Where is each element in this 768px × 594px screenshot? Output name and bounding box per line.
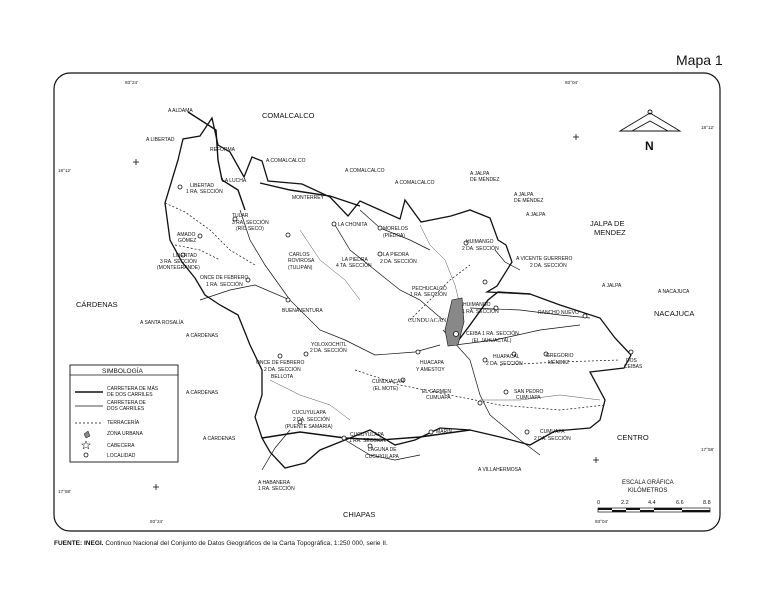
svg-text:A JALPA: A JALPA (470, 171, 490, 177)
svg-text:CUMUAPA: CUMUAPA (426, 395, 451, 401)
scale-unit: KILÓMETROS (628, 488, 668, 494)
svg-text:Y AMESTOY: Y AMESTOY (416, 367, 445, 373)
svg-text:BUENAVENTURA: BUENAVENTURA (282, 308, 323, 314)
svg-text:DE MÉNDEZ: DE MÉNDEZ (470, 177, 500, 183)
svg-text:A JALPA: A JALPA (514, 192, 534, 198)
svg-text:CUCUYULAPA: CUCUYULAPA (350, 432, 384, 438)
coord-bottom-left: 93°24' (150, 519, 163, 524)
svg-text:8.8: 8.8 (703, 500, 711, 506)
svg-text:2 DA. SECCIÓN: 2 DA. SECCIÓN (380, 259, 417, 265)
svg-text:(PUENTE SAMARIA): (PUENTE SAMARIA) (285, 424, 333, 430)
svg-text:2 DA. SECCIÓN: 2 DA. SECCIÓN (310, 348, 347, 354)
svg-text:1 RA. SECCIÓN: 1 RA. SECCIÓN (206, 282, 243, 288)
legend-title: SIMBOLOGÍA (102, 368, 143, 375)
svg-text:MÉNDEZ: MÉNDEZ (548, 360, 570, 366)
svg-text:1 RA. SECCIÓN: 1 RA. SECCIÓN (462, 309, 499, 315)
source-prefix: FUENTE: (54, 540, 83, 547)
svg-text:RANCHO NUEVO: RANCHO NUEVO (538, 310, 579, 316)
legend-item-urban: ZONA URBANA (107, 431, 143, 437)
neighbor-south: CHIAPAS (343, 510, 376, 519)
svg-text:A COMALCALCO: A COMALCALCO (395, 180, 435, 186)
svg-text:A JALPA: A JALPA (602, 283, 622, 289)
svg-text:A JALPA: A JALPA (526, 212, 546, 218)
svg-text:LA LUCHA: LA LUCHA (222, 178, 247, 184)
svg-text:A SANTA ROSALÍA: A SANTA ROSALÍA (140, 320, 184, 326)
source-org: INEGI. (83, 540, 104, 547)
svg-text:0: 0 (597, 500, 601, 506)
svg-text:A LIBERTAD: A LIBERTAD (146, 137, 175, 143)
svg-text:DOS: DOS (626, 358, 637, 364)
neighbor-north: COMALCALCO (262, 111, 315, 120)
svg-text:HUAPACAL: HUAPACAL (493, 354, 520, 360)
svg-text:CEIBAS: CEIBAS (624, 364, 643, 370)
svg-text:LIBERTAD: LIBERTAD (173, 253, 197, 259)
scale-title: ESCALA GRÁFICA (622, 480, 674, 486)
coord-right-upper: 18°12' (701, 125, 714, 130)
svg-text:LA PIEDRA: LA PIEDRA (383, 252, 409, 258)
svg-text:(MONTEGRANDE): (MONTEGRANDE) (157, 265, 200, 271)
legend-box (70, 365, 178, 462)
legend-item-highway: CARRETERA DE MÁS (107, 386, 159, 392)
svg-text:2 DA. SECCIÓN: 2 DA. SECCIÓN (530, 263, 567, 269)
svg-text:HUACAPA: HUACAPA (420, 360, 444, 366)
svg-text:YOLOXOCHITL: YOLOXOCHITL (311, 342, 347, 348)
svg-text:LAGUNA DE: LAGUNA DE (368, 447, 397, 453)
svg-text:LIBERTAD: LIBERTAD (190, 183, 214, 189)
svg-text:2 DA. SECCIÓN: 2 DA. SECCIÓN (264, 367, 301, 373)
svg-text:GREGORIO: GREGORIO (546, 353, 574, 359)
legend-item-road: CARRETERA DE (107, 400, 146, 406)
coord-top-left: 93°24' (125, 80, 138, 85)
svg-text:A COMALCALCO: A COMALCALCO (345, 168, 385, 174)
neighbor-east-lower: CENTRO (617, 433, 649, 442)
legend-item-locality: LOCALIDAD (107, 453, 136, 459)
legend-item-seat: CABECERA (107, 443, 135, 449)
svg-text:EL CARMEN: EL CARMEN (422, 389, 451, 395)
seat-label: CUNDUACÁN (408, 318, 447, 324)
svg-text:CUMUAPA: CUMUAPA (516, 395, 541, 401)
source-note (54, 540, 388, 547)
svg-text:LA CHONITA: LA CHONITA (338, 222, 368, 228)
scale-bar (597, 479, 711, 512)
svg-text:1 RA. SECCIÓN: 1 RA. SECCIÓN (186, 189, 223, 195)
svg-text:MONTERREY: MONTERREY (292, 195, 324, 201)
svg-text:BELLOTA: BELLOTA (271, 374, 294, 380)
svg-text:CUMUAPA: CUMUAPA (540, 429, 565, 435)
svg-text:CUCUYULAPA: CUCUYULAPA (292, 410, 326, 416)
svg-text:A ALDAMA: A ALDAMA (168, 108, 193, 114)
svg-text:LA PIEDRA: LA PIEDRA (342, 257, 368, 263)
legend-item-dirt: TERRACERÍA (107, 420, 140, 426)
svg-text:CARLOS: CARLOS (289, 252, 310, 258)
svg-text:A CÁRDENAS: A CÁRDENAS (186, 333, 219, 339)
svg-text:A HABANERA: A HABANERA (258, 480, 290, 486)
svg-text:(EL MOTE): (EL MOTE) (373, 386, 399, 392)
neighbor-east-mid: NACAJUCA (654, 309, 695, 318)
map-title: Mapa 1 (676, 52, 723, 68)
svg-text:A CÁRDENAS: A CÁRDENAS (186, 390, 219, 396)
svg-text:2 DA. SECCIÓN: 2 DA. SECCIÓN (293, 417, 330, 423)
north-label: N (645, 139, 654, 153)
svg-text:A VILLAHERMOSA: A VILLAHERMOSA (478, 467, 522, 473)
coord-left-upper: 18°12' (58, 168, 71, 173)
svg-text:ONCE DE FEBRERO: ONCE DE FEBRERO (200, 275, 249, 281)
svg-text:3 RA. SECCIÓN: 3 RA. SECCIÓN (232, 220, 269, 226)
svg-text:2.2: 2.2 (621, 500, 629, 506)
source-text: Continuo Nacional del Conjunto de Datos Geográficos de la Carta Topográfica, 1:250 000, serie II. (105, 540, 388, 547)
svg-text:HUIMANGO: HUIMANGO (466, 239, 494, 245)
svg-text:(RÍO SECO): (RÍO SECO) (236, 226, 264, 232)
urban-zone (445, 298, 464, 346)
svg-text:A NACAJUCA: A NACAJUCA (658, 289, 690, 295)
svg-text:2 DA. SECCIÓN: 2 DA. SECCIÓN (486, 361, 523, 367)
neighbor-east-upper-1: JALPA DE (590, 219, 625, 228)
svg-text:1 RA. SECCIÓN: 1 RA. SECCIÓN (410, 292, 447, 298)
svg-text:A VICENTE GUERRERO: A VICENTE GUERRERO (516, 256, 573, 262)
neighbor-west: CÁRDENAS (76, 300, 118, 309)
coord-top-right: 93°04' (565, 80, 578, 85)
svg-text:4.4: 4.4 (648, 500, 656, 506)
svg-text:MARÍN: MARÍN (436, 429, 453, 435)
coord-right-lower: 17°58' (701, 447, 714, 452)
municipal-boundary (165, 118, 631, 468)
svg-text:ROVIROSA: ROVIROSA (288, 258, 315, 264)
svg-text:2 DA. SECCIÓN: 2 DA. SECCIÓN (534, 436, 571, 442)
svg-text:DOS CARRILES: DOS CARRILES (107, 406, 145, 412)
svg-text:(PIEDRA): (PIEDRA) (383, 233, 405, 239)
secondary-roads (200, 210, 590, 470)
svg-text:A CÁRDENAS: A CÁRDENAS (203, 436, 236, 442)
svg-text:CEIBA 1 RA. SECCIÓN: CEIBA 1 RA. SECCIÓN (466, 331, 519, 337)
svg-text:HUIMANGO: HUIMANGO (463, 302, 491, 308)
svg-text:(TULIPÁN): (TULIPÁN) (288, 265, 313, 271)
locality-labels (140, 108, 690, 492)
svg-text:1 RA. SECCIÓN: 1 RA. SECCIÓN (258, 486, 295, 492)
svg-text:3 RA. SECCIÓN: 3 RA. SECCIÓN (160, 259, 197, 265)
svg-text:REFORMA: REFORMA (210, 147, 235, 153)
svg-text:6.6: 6.6 (676, 500, 684, 506)
svg-text:ONCE DE FEBRERO: ONCE DE FEBRERO (256, 360, 305, 366)
coord-bottom-right: 93°04' (595, 519, 608, 524)
svg-text:AMADO: AMADO (177, 232, 196, 238)
svg-text:CUCUYULAPA: CUCUYULAPA (365, 454, 399, 460)
svg-text:SAN PEDRO: SAN PEDRO (514, 389, 544, 395)
svg-text:1 RA. SECCIÓN: 1 RA. SECCIÓN (349, 438, 386, 444)
svg-text:CUNDUACÁN: CUNDUACÁN (372, 379, 404, 385)
svg-text:MORELOS: MORELOS (383, 226, 409, 232)
neighbor-east-upper-2: MENDEZ (594, 228, 626, 237)
north-arrow (620, 110, 680, 131)
svg-text:2 DA. SECCIÓN: 2 DA. SECCIÓN (462, 246, 499, 252)
svg-text:PECHUCALCO: PECHUCALCO (412, 286, 447, 292)
svg-text:(EL JAHUACTAL): (EL JAHUACTAL) (472, 338, 512, 344)
coord-left-lower: 17°58' (58, 489, 71, 494)
svg-text:DE DOS CARRILES: DE DOS CARRILES (107, 392, 153, 398)
svg-text:GÓMEZ: GÓMEZ (178, 238, 197, 244)
svg-text:DE MÉNDEZ: DE MÉNDEZ (514, 198, 544, 204)
svg-text:A COMALCALCO: A COMALCALCO (266, 158, 306, 164)
svg-text:TULAR: TULAR (232, 213, 249, 219)
svg-text:4 TA. SECCIÓN: 4 TA. SECCIÓN (336, 263, 372, 269)
